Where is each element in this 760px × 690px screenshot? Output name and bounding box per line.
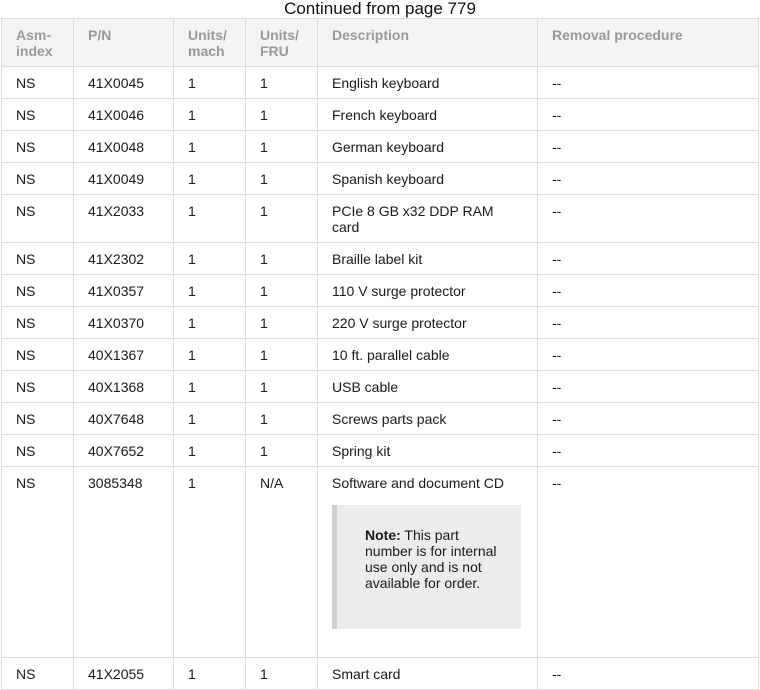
table-header-row	[2, 19, 759, 67]
cell-units-fru: 1	[246, 99, 318, 131]
cell-description: Smart card	[318, 658, 538, 690]
cell-asm-index: NS	[2, 163, 74, 195]
table-row	[2, 99, 759, 131]
cell-units-mach: 1	[174, 435, 246, 467]
cell-removal-procedure: --	[538, 467, 759, 658]
table-row	[2, 658, 759, 690]
cell-units-fru: N/A	[246, 467, 318, 658]
continued-caption: Continued from page 779	[284, 0, 476, 18]
cell-description: French keyboard	[318, 99, 538, 131]
cell-description: 220 V surge protector	[318, 307, 538, 339]
cell-part-number: 40X7648	[74, 403, 174, 435]
cell-units-fru: 1	[246, 67, 318, 99]
cell-units-mach: 1	[174, 67, 246, 99]
cell-units-fru: 1	[246, 339, 318, 371]
cell-units-fru: 1	[246, 243, 318, 275]
table-row	[2, 163, 759, 195]
cell-part-number: 41X0046	[74, 99, 174, 131]
table-row	[2, 275, 759, 307]
table-row	[2, 195, 759, 243]
table-row	[2, 467, 759, 658]
cell-asm-index: NS	[2, 243, 74, 275]
header-asm-index: Asm- index	[2, 19, 74, 67]
cell-description: Screws parts pack	[318, 403, 538, 435]
table-row	[2, 403, 759, 435]
cell-units-fru: 1	[246, 371, 318, 403]
header-part-number: P/N	[74, 19, 174, 67]
cell-asm-index: NS	[2, 67, 74, 99]
note-label: Note:	[365, 527, 401, 543]
cell-removal-procedure: --	[538, 658, 759, 690]
cell-removal-procedure: --	[538, 243, 759, 275]
cell-part-number: 41X0045	[74, 67, 174, 99]
table-row	[2, 67, 759, 99]
cell-part-number: 40X1367	[74, 339, 174, 371]
cell-description: German keyboard	[318, 131, 538, 163]
cell-units-fru: 1	[246, 275, 318, 307]
cell-units-mach: 1	[174, 307, 246, 339]
cell-removal-procedure: --	[538, 275, 759, 307]
cell-asm-index: NS	[2, 339, 74, 371]
header-units-fru: Units/ FRU	[246, 19, 318, 67]
cell-units-fru: 1	[246, 307, 318, 339]
cell-removal-procedure: --	[538, 163, 759, 195]
cell-description: English keyboard	[318, 67, 538, 99]
header-removal-procedure: Removal procedure	[538, 19, 759, 67]
cell-asm-index: NS	[2, 275, 74, 307]
cell-units-fru: 1	[246, 131, 318, 163]
cell-asm-index: NS	[2, 371, 74, 403]
cell-removal-procedure: --	[538, 195, 759, 243]
cell-units-mach: 1	[174, 243, 246, 275]
cell-part-number: 41X2055	[74, 658, 174, 690]
cell-removal-procedure: --	[538, 371, 759, 403]
cell-description: USB cable	[318, 371, 538, 403]
table-row	[2, 339, 759, 371]
cell-part-number: 40X7652	[74, 435, 174, 467]
cell-part-number: 41X2033	[74, 195, 174, 243]
cell-units-mach: 1	[174, 275, 246, 307]
header-description: Description	[318, 19, 538, 67]
cell-units-fru: 1	[246, 658, 318, 690]
cell-units-fru: 1	[246, 435, 318, 467]
cell-units-fru: 1	[246, 163, 318, 195]
table-row	[2, 131, 759, 163]
cell-description: 10 ft. parallel cable	[318, 339, 538, 371]
cell-removal-procedure: --	[538, 403, 759, 435]
cell-asm-index: NS	[2, 658, 74, 690]
cell-units-mach: 1	[174, 403, 246, 435]
cell-asm-index: NS	[2, 99, 74, 131]
cell-part-number: 41X2302	[74, 243, 174, 275]
cell-description: Braille label kit	[318, 243, 538, 275]
cell-asm-index: NS	[2, 467, 74, 658]
header-units-mach: Units/ mach	[174, 19, 246, 67]
note-box	[332, 505, 521, 629]
cell-part-number: 41X0049	[74, 163, 174, 195]
note-text: This part number is for internal use only and is not available for order.	[365, 527, 497, 591]
cell-units-fru: 1	[246, 403, 318, 435]
cell-part-number: 40X1368	[74, 371, 174, 403]
cell-units-fru: 1	[246, 195, 318, 243]
cell-asm-index: NS	[2, 307, 74, 339]
cell-asm-index: NS	[2, 131, 74, 163]
cell-description	[318, 467, 538, 658]
cell-description: 110 V surge protector	[318, 275, 538, 307]
table-row	[2, 371, 759, 403]
cell-description: Spanish keyboard	[318, 163, 538, 195]
cell-units-mach: 1	[174, 99, 246, 131]
cell-description: PCIe 8 GB x32 DDP RAM card	[318, 195, 538, 243]
cell-removal-procedure: --	[538, 67, 759, 99]
cell-removal-procedure: --	[538, 339, 759, 371]
cell-units-mach: 1	[174, 339, 246, 371]
table-row	[2, 307, 759, 339]
cell-removal-procedure: --	[538, 307, 759, 339]
cell-part-number: 41X0048	[74, 131, 174, 163]
cell-units-mach: 1	[174, 371, 246, 403]
parts-table	[1, 18, 759, 690]
cell-asm-index: NS	[2, 435, 74, 467]
cell-units-mach: 1	[174, 658, 246, 690]
description-text: Software and document CD	[332, 475, 504, 491]
cell-units-mach: 1	[174, 195, 246, 243]
table-row	[2, 435, 759, 467]
cell-asm-index: NS	[2, 195, 74, 243]
cell-removal-procedure: --	[538, 99, 759, 131]
cell-part-number: 41X0370	[74, 307, 174, 339]
cell-units-mach: 1	[174, 163, 246, 195]
cell-asm-index: NS	[2, 403, 74, 435]
cell-part-number: 3085348	[74, 467, 174, 658]
cell-removal-procedure: --	[538, 131, 759, 163]
cell-part-number: 41X0357	[74, 275, 174, 307]
table-row	[2, 243, 759, 275]
cell-removal-procedure: --	[538, 435, 759, 467]
cell-description: Spring kit	[318, 435, 538, 467]
cell-units-mach: 1	[174, 467, 246, 658]
cell-units-mach: 1	[174, 131, 246, 163]
